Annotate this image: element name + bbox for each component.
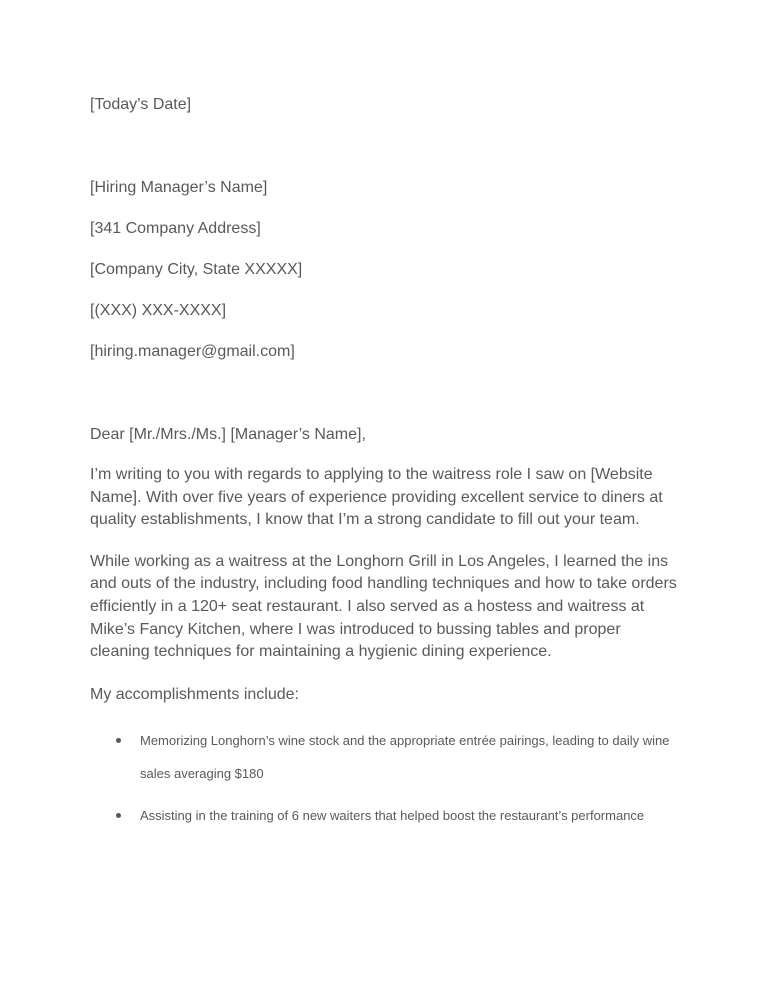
accomplishment-item [90,799,678,832]
recipient-email-line: [hiring.manager@gmail.com] [90,343,295,360]
body-paragraph-experience: While working as a waitress at the Longhorn Grill in Los Angeles, I learned the ins and outs of the industry, including food handling techniques and how to take orders efficiently in a 120+ seat restaurant. I also served as a hostess and waitress at Mike’s Fancy Kitchen, where I was introduced to bussing tables and proper cleaning techniques for maintaining a hygienic dining experience. [90,552,677,661]
recipient-city-state-line: [Company City, State XXXXX] [90,261,303,278]
bullet-icon [116,813,121,818]
recipient-name-line: [Hiring Manager’s Name] [90,179,268,196]
recipient-address-line: [341 Company Address] [90,220,261,237]
date-line: [Today’s Date] [90,96,192,113]
salutation-line: Dear [Mr./Mrs./Ms.] [Manager’s Name], [90,426,366,443]
body-paragraph-intro: I’m writing to you with regards to applying to the waitress role I saw on [Website Name]. With over five years of experience providing excellent service to diners at quality establishments, I know that I’m a strong candidate to fill out your team. [90,466,663,529]
bullet-icon [116,738,121,743]
accomplishment-text: Assisting in the training of 6 new waiters that helped boost the restaurant’s performance [140,807,645,823]
accomplishment-item [90,724,678,790]
accomplishments-list [90,724,678,832]
recipient-phone-line: [(XXX) XXX-XXXX] [90,302,227,319]
accomplishments-heading: My accomplishments include: [90,685,299,703]
accomplishment-text: Memorizing Longhorn’s wine stock and the appropriate entrée pairings, leading to daily wine sales averaging $180 [140,732,670,781]
